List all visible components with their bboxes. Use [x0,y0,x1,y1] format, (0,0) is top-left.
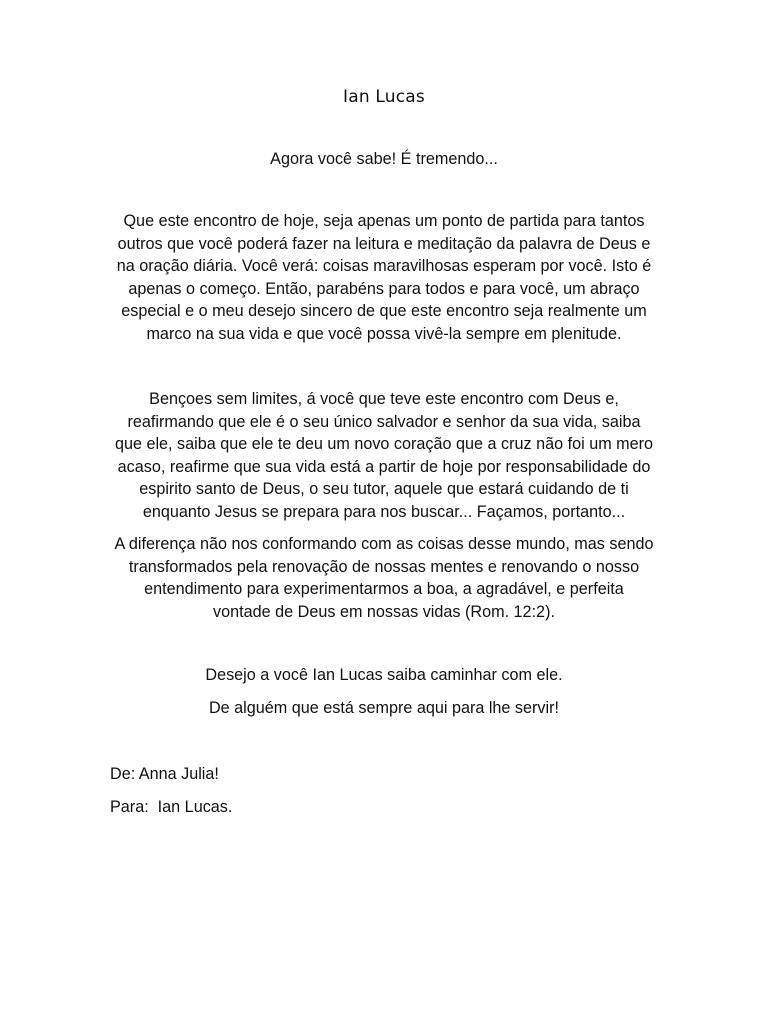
paragraph-line: A diferença não nos conformando com as coisas desse mundo, mas sendo [114,535,654,553]
paragraph-line: especial e o meu desejo sincero de que este encontro seja realmente um [121,302,647,321]
paragraph-line: marco na sua vida e que você possa vivê-la sempre em plenitude. [146,324,622,343]
paragraph-line: outros que você poderá fazer na leitura e meditação da palavra de Deus e [117,234,651,253]
paragraph-difference [104,533,664,623]
paragraph-line: que ele, saiba que ele te deu um novo coração que a cruz não foi um mero [114,435,654,454]
paragraph-line: transformados pela renovação de nossas mentes e renovando o nosso [128,557,640,576]
wish-line: Desejo a você Ian Lucas saiba caminhar com ele. [205,666,563,684]
paragraph-encounter [104,210,664,346]
paragraph-line: Bençoes sem limites, á você que teve este encontro com Deus e, [149,390,619,408]
paragraph-line: Que este encontro de hoje, seja apenas um ponto de partida para tantos [123,212,645,230]
letter-subtitle: Agora você sabe! É tremendo... [270,150,498,168]
paragraph-line: entendimento para experimentarmos a boa, a agradável, e perfeita [144,580,624,599]
letter-title: Ian Lucas [343,87,425,107]
paragraph-line: enquanto Jesus se prepara para nos buscar... Façamos, portanto... [142,502,626,521]
closing-line: De alguém que está sempre aqui para lhe servir! [208,699,559,717]
signature-from: De: Anna Julia! [110,765,219,783]
signature-to: Para: Ian Lucas. [110,798,233,816]
paragraph-line: reafirmando que ele é o seu único salvador e senhor da sua vida, saiba [127,412,641,431]
paragraph-line: espirito santo de Deus, o seu tutor, aquele que estará cuidando de ti [139,480,629,499]
paragraph-blessings [104,388,664,524]
paragraph-line: na oração diária. Você verá: coisas maravilhosas esperam por você. Isto é [116,257,652,276]
paragraph-line: apenas o começo. Então, parabéns para todos e para você, um abraço [128,279,640,298]
paragraph-line: acaso, reafirme que sua vida está a partir de hoje por responsabilidade do [117,457,651,476]
paragraph-line: vontade de Deus em nossas vidas (Rom. 12:2). [213,602,555,621]
